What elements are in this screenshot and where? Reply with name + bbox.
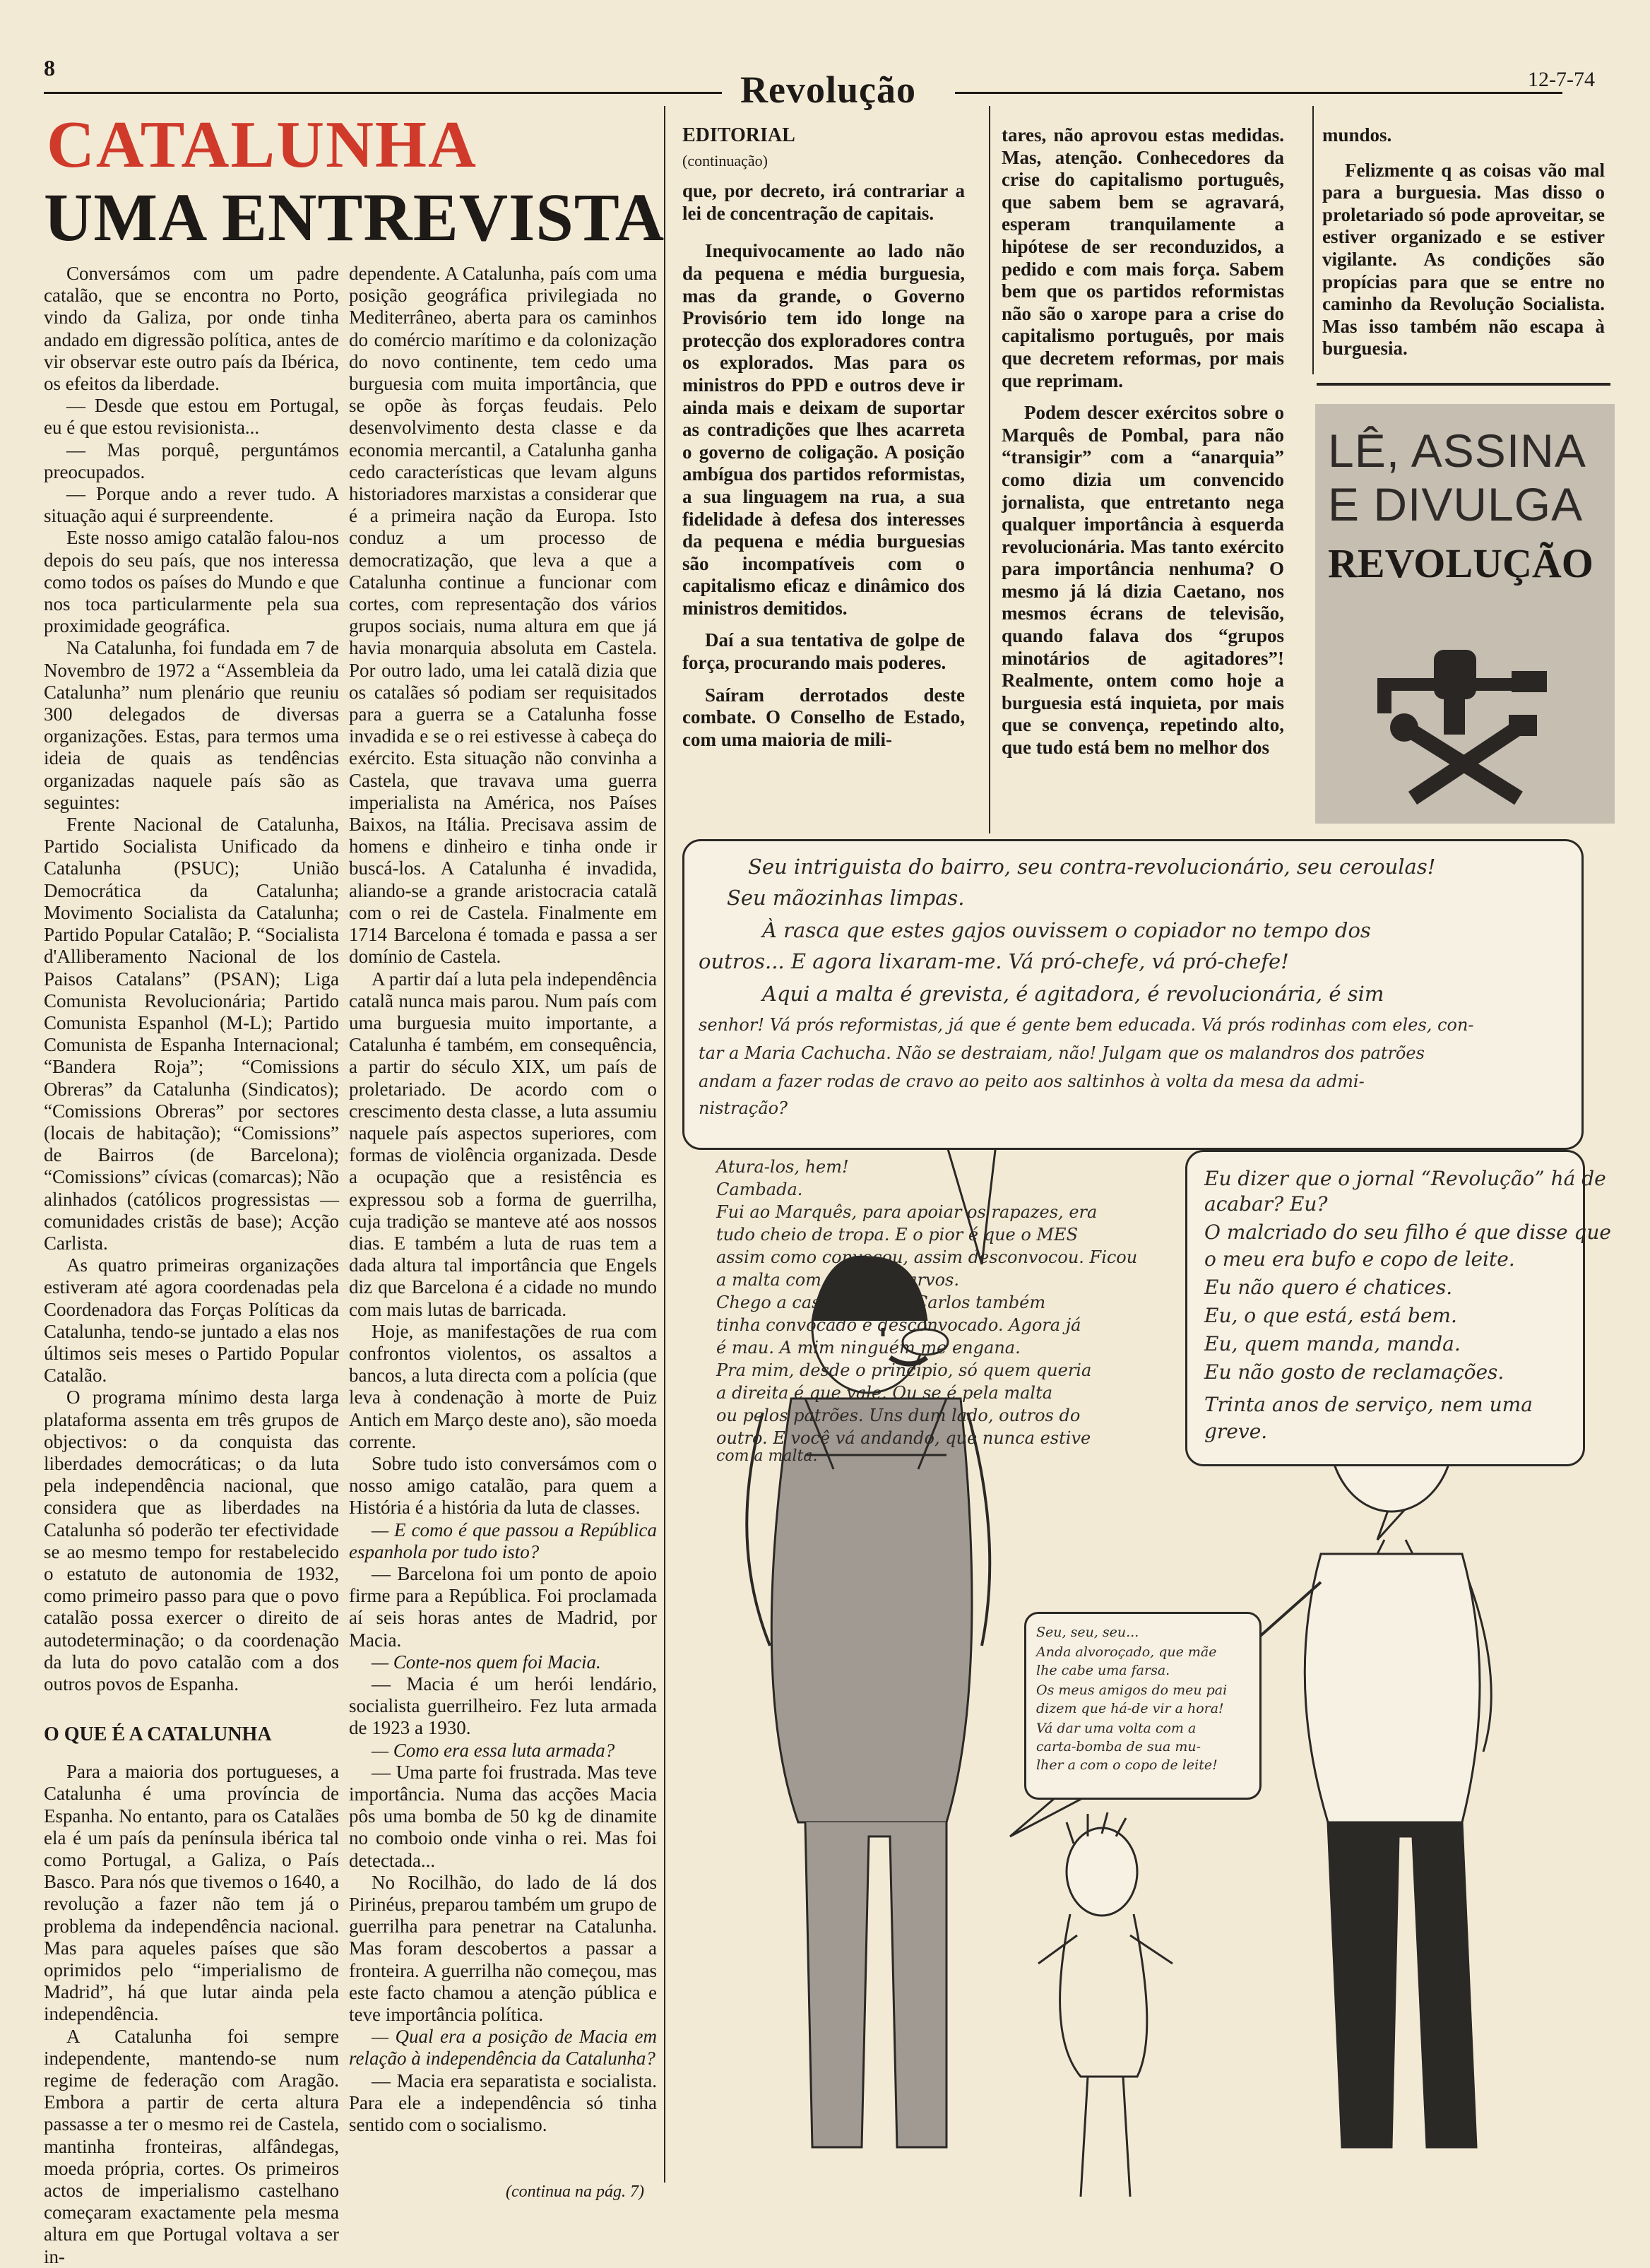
paragraph: tares, não aprovou estas medidas. Mas, atenção. Conhecedores da crise do capitalismo português, que sabem bem se agravará, esperam tranquilamente a hipótese de ser reconduzidos, a pedido e com mais força. Sabem bem que os partidos reformistas não são o xarope para a crise do capitalismo português, por mais que decretem reformas, por mais que reprimam. <box>1002 124 1284 391</box>
interview-question: — Conte-nos quem foi Macia. <box>372 1651 601 1673</box>
editorial-column-3 <box>1322 124 1605 360</box>
fist-rifle-tools-icon <box>1370 636 1561 805</box>
handwritten-line: greve. <box>1204 1420 1268 1443</box>
continued-note: (continua na pág. 7) <box>506 2183 644 2201</box>
paragraph: No Rocilhão, do lado de lá dos Pirinéus, preparou também um grupo de guerrilha para penetrar na Catalunha. Mas foram descobertos a passar a fronteira. A guerrilha não começou, mas este facto chamou a atenção pública e teve importância política. <box>349 1871 657 2026</box>
paragraph: A partir daí a luta pela independência catalã nunca mais parou. Num país com uma burguesia muito importante, a Catalunha é também, em consequência, a partir do século XIX, um país de proletariado. De acordo com o crescimento desta classe, a luta assumiu naquele país aspectos superiores, com formas de violência organizada. Desde a ocupação que a resistência es expressou sob a forma de guerrilha, cuja tradição se manteve até aos nossos dias. E também a luta de ruas tem a dada altura tal importância que Engels diz que Barcelona é a cidade no mundo com mais lutas de barricada. <box>349 968 657 1320</box>
paragraph: Frente Nacional de Catalunha, Partido Socialista Unificado da Catalunha (PSUC); União Democrática da Catalunha; Movimento Socialista da Catalunha; Partido Popular Catalão; P. “Socialista d'Alliberamento Nacional de los Paisos Catalans” (PSAN); Liga Comunista Revolucionária; Partido Comunista Espanhol (M-L); Partido Comunista de Espanha Internacional; “Bandera Roja”; “Comissions Obreras” da Catalunha (Sindicatos); “Comissions Obreras” por sectores (locais de habitação); “Comissions” de Bairros (de Barcelona); “Comissions” cívicas (comarcas); Não alinhados (católicos progressistas — comunidades cristãs de base); Acção Carlista. <box>44 814 339 1254</box>
column-divider <box>989 106 990 833</box>
handwritten-line: Seu, seu, seu... <box>1036 1625 1139 1640</box>
paragraph: Inequivocamente ao lado não da pequena e média burguesia, mas da grande, o Governo Provisório tem ido longe na protecção dos exploradores contra os explorados. Mas para os ministros do PPD e outros deve ir ainda mais e deixam de suportar as contradições que lhes acarreta o governo de coligação. A posição ambígua dos partidos reformistas, a sua linguagem na rua, a sua fidelidade à defesa dos interesses da pequena e média burguesias são incompatíveis com o capitalismo eficaz e dinâmico dos ministros demitidos. <box>682 240 965 619</box>
ad-line1: LÊ, ASSINA <box>1328 424 1586 477</box>
column-divider <box>1312 106 1314 374</box>
interview-question: — E como é que passou a República espanhola por tudo isto? <box>349 1519 657 1562</box>
paragraph: As quatro primeiras organizações estiveram até agora coordenadas pela Coordenadora das Forças Políticas da Catalunha, tendo-se juntado a elas nos últimos seis meses o Partido Popular Catalão. <box>44 1254 339 1387</box>
handwritten-line: dizem que há-de vir a hora! <box>1036 1701 1224 1716</box>
paragraph: Daí a sua tentativa de golpe de força, procurando mais poderes. <box>682 629 965 674</box>
article-column-2 <box>349 263 657 2136</box>
handwritten-line: Fui ao Marquês, para apoiar os rapazes, era <box>716 1202 1098 1222</box>
speech-bubble-neighbour <box>1185 1150 1611 1466</box>
handwritten-line: À rasca que estes gajos ouvissem o copiador no tempo dos <box>762 918 1371 942</box>
handwritten-line: ou pelos patrões. Uns dum lado, outros do <box>716 1406 1081 1425</box>
page-number: 8 <box>44 55 55 81</box>
paragraph: Este nosso amigo catalão falou-nos depois do seu país, que nos interessa como todos os países do Mundo e que nos toca particularmente pela sua proximidade geográfica. <box>44 527 339 637</box>
interview-answer: — Barcelona foi um ponto de apoio firme para a República. Foi proclamada aí seis horas antes de Madrid, por Macia. <box>349 1562 657 1651</box>
handwritten-line: Seu intriguista do bairro, seu contra-revolucionário, seu ceroulas! <box>748 855 1436 879</box>
handwritten-line: lher a com o copo de leite! <box>1036 1757 1218 1773</box>
handwritten-line: a malta com cara de parvos. <box>716 1270 959 1290</box>
article-title-line1: CATALUNHA <box>47 108 477 182</box>
paragraph: A Catalunha foi sempre independente, mantendo-se num regime de federação com Aragão. Embora a partir de certa altura passasse a ter o mesmo rei de Castela, mantinha fronteiras, alfândegas, moeda própria, cortes. Os primeiros actos de imperialismo castelhano começaram exactamente pela mesma altura em que Portugal voltava a ser in- <box>44 2025 339 2267</box>
handwritten-line: a direita é que vale. Ou se é pela malta <box>716 1383 1053 1403</box>
issue-date: 12-7-74 <box>1528 68 1595 91</box>
paragraph: — Desde que estou em Portugal, eu é que estou revisionista... <box>44 395 339 439</box>
handwritten-line: Os meus amigos do meu pai <box>1036 1682 1228 1698</box>
handwritten-line: Atura-los, hem! <box>716 1157 849 1177</box>
handwritten-line: andam a fazer rodas de cravo ao peito aos saltinhos à volta da mesa da admi- <box>699 1071 1365 1091</box>
paragraph: que, por decreto, irá contrariar a lei de concentração de capitais. <box>682 180 965 224</box>
handwritten-line: Vá dar uma volta com a <box>1036 1721 1197 1736</box>
handwritten-line: tudo cheio de tropa. E o pior é que o MES <box>716 1225 1079 1245</box>
header-rule-right <box>955 92 1562 94</box>
handwritten-line: assim como convocou, assim desconvocou. Ficou <box>716 1247 1138 1267</box>
handwritten-line: Eu dizer que o jornal “Revolução” há de <box>1204 1167 1606 1190</box>
interview-answer: — Macia é um herói lendário, socialista guerrilheiro. Fez luta armada de 1923 a 1930. <box>349 1673 657 1739</box>
paragraph: Podem descer exércitos sobre o Marquês de Pombal, para não “transigir” com a “anarquia” como dizia um convencido jornalista, que entretanto nega qualquer importância à esquerda revolucionária. Mas tanto exército para importância nenhuma? O mesmo já lá dizia Caetano, nos mesmos écrans de televisão, quando falava dos “grupos minotários de agitadores”! Realmente, ontem como hoje a burguesia está inquieta, por mais que se convença, repetindo alto, que tudo está bem no melhor dos <box>1002 402 1284 759</box>
interview-answer: — Macia era separatista e socialista. Para ele a independência só tinha sentido com o socialismo. <box>349 2070 657 2136</box>
interview-answer: — Uma parte foi frustrada. Mas teve importância. Numa das acções Macia pôs uma bomba de 50 kg de dinamite no comboio onde vinha o rei. Mas foi detectada... <box>349 1761 657 1871</box>
paragraph: Para a maioria dos portugueses, a Catalunha é uma província de Espanha. No entanto, para os Catalães ela é um país da península ibérica tal como Portugal, a Galiza, o País Basco. Para nós que tivemos o 1640, a revolução a fazer não tem já o problema da independência nacional. Mas para aqueles países que são oprimidos pelo “imperialismo de Madrid”, há que lutar ainda pela independência. <box>44 1761 339 2025</box>
paragraph: — Mas porquê, perguntámos preocupados. <box>44 439 339 482</box>
handwritten-line: O malcriado do seu filho é que disse que <box>1204 1221 1611 1244</box>
ad-line3: REVOLUÇÃO <box>1328 540 1593 586</box>
handwritten-line: outros... E agora lixaram-me. Vá pró-chefe, vá pró-chefe! <box>699 949 1289 973</box>
article-title-line2: UMA ENTREVISTA <box>44 179 665 255</box>
interview-question: — Como era essa luta armada? <box>372 1739 615 1761</box>
handwritten-line: acabar? Eu? <box>1204 1192 1328 1216</box>
handwritten-line: Eu não quero é chatices. <box>1204 1276 1453 1299</box>
handwritten-line: Anda alvoroçado, que mãe <box>1036 1644 1217 1660</box>
handwritten-line: tar a Maria Cachucha. Não se destraiam, não! Julgam que os malandros dos patrões <box>699 1043 1425 1063</box>
handwritten-line: senhor! Vá prós reformistas, já que é gente bem educada. Vá prós rodinhas com eles, con- <box>699 1015 1474 1035</box>
masthead: Revolução <box>740 69 916 111</box>
paragraph: Conversámos com um padre catalão, que se encontra no Porto, vindo da Galiza, por onde tinha andado em digressão política, antes de vir observar este outro país da Ibérica, os efeitos da liberdade. <box>44 263 339 395</box>
editorial-end-rule <box>1317 383 1610 386</box>
paragraph: Saíram derrotados deste combate. O Conselho de Estado, com uma maioria de mili- <box>682 684 965 750</box>
handwritten-line: Seu mãozinhas limpas. <box>727 886 965 910</box>
handwritten-line: é mau. A mim ninguém me engana. <box>716 1338 1021 1358</box>
paragraph: mundos. <box>1322 124 1392 146</box>
paragraph: — Porque ando a rever tudo. A situação aqui é surpreendente. <box>44 483 339 527</box>
handwritten-line: o meu era bufo e copo de leite. <box>1204 1247 1515 1271</box>
handwritten-line: Eu não gosto de reclamações. <box>1204 1360 1504 1384</box>
handwritten-line: tinha convocado e desconvocado. Agora já <box>716 1315 1081 1335</box>
handwritten-line: Pra mim, desde o princípio, só quem queria <box>716 1360 1092 1380</box>
handwritten-line: lhe cabe uma farsa. <box>1036 1663 1170 1678</box>
handwritten-line: carta-bomba de sua mu- <box>1036 1739 1201 1755</box>
handwritten-line: Eu, quem manda, manda. <box>1204 1332 1461 1355</box>
handwritten-line: Cambada. <box>716 1180 803 1199</box>
speech-bubble-child <box>1024 1612 1262 1800</box>
father-monologue <box>699 1154 1180 1465</box>
editorial-continuation-label: (continuação) <box>682 151 768 170</box>
handwritten-line: nistração? <box>699 1098 788 1118</box>
handwritten-line: outro. E você vá andando, que nunca estive <box>716 1428 1091 1448</box>
speech-bubble-father <box>682 839 1584 1150</box>
paragraph: O programa mínimo desta larga plataforma assenta em três grupos de objectivos: o da conquista das liberdades democráticas; o da luta pela independência nacional, que considera que as liberdades na Catalunha só poderão ter efectividade se ao mesmo tempo for restabelecido o estatuto de autonomia de 1932, como primeiro passo para que o povo catalão possa exercer o direito de autodeterminação; o da coordenação da luta do povo catalão com a dos outros povos de Espanha. <box>44 1387 339 1694</box>
handwritten-line: Aqui a malta é grevista, é agitadora, é revolucionária, é sim <box>762 982 1384 1006</box>
interview-question: — Qual era a posição de Macia em relação à independência da Catalunha? <box>349 2026 657 2070</box>
article-column-1 <box>44 263 339 2268</box>
editorial-column-2 <box>1002 124 1284 759</box>
paragraph: Sobre tudo isto conversámos com o nosso amigo catalão, para quem a História é a história da luta de classes. <box>349 1452 657 1519</box>
handwritten-line: Trinta anos de serviço, nem uma <box>1204 1393 1533 1416</box>
handwritten-line: com a malta. <box>716 1447 818 1465</box>
paragraph: Hoje, as manifestações de rua com confrontos violentos, os assaltos a bancos, a luta directa com a polícia (que leva à condenação à morte de Puiz Antich em Março deste ano), são moeda corrente. <box>349 1320 657 1452</box>
ad-line2: E DIVULGA <box>1328 478 1584 530</box>
paragraph: dependente. A Catalunha, país com uma posição geográfica privilegiada no Mediterrâneo, aberta para os caminhos do comércio marítimo e da colonização do novo continente, tem cedo uma burguesia com muita importância, que se opõe às forças feudais. Pelo desenvolvimento desta classe e da economia mercantil, a Catalunha ganha cedo características que levam alguns historiadores marxistas a considerar que é a primeira nação da Europa. Isto conduz a um processo de democratização, que leva a que a Catalunha continue a funcionar com cortes, com representação dos vários grupos sociais, numa altura em que já havia monarquia absoluta em Castela. Por outro lado, uma lei catalã dizia que os catalães só podiam ser requisitados para a guerra se a Catalunha fosse invadida e se o rei estivesse à cabeça do exército. Esta situação não convinha a Castela, que travava uma guerra imperialista na América, nos Países Baixos, na Itália. Precisava assim de homens e dinheiro e tinha onde ir buscá-los. A Catalunha é invadida, aliando-se a grande aristocracia catalã com o rei de Castela. Finalmente em 1714 Barcelona é tomada e passa a ser domínio de Castela. <box>349 263 657 968</box>
handwritten-line: Eu, o que está, está bem. <box>1204 1304 1457 1327</box>
header-rule-left <box>44 92 722 94</box>
editorial-heading: EDITORIAL <box>682 124 795 146</box>
handwritten-line: Chego a casa, o Palma Carlos também <box>716 1293 1046 1312</box>
editorial-column-1 <box>682 124 965 751</box>
paragraph: Felizmente q as coisas vão mal para a burguesia. Mas disso o proletariado só pode aproveitar, se estiver organizado e se estiver vigilante. As condições são propícias para que se entre no caminho da Revolução Socialista. Mas isso também não escapa à burguesia. <box>1322 159 1605 360</box>
section-heading: O QUE É A CATALUNHA <box>44 1723 272 1746</box>
paragraph: Na Catalunha, foi fundada em 7 de Novembro de 1972 a “Assembleia da Catalunha” num plenário que reuniu 300 delegados de diversas organizações. Estas, para termos uma ideia de quais as tendências organizadas naquele país são as seguintes: <box>44 637 339 813</box>
